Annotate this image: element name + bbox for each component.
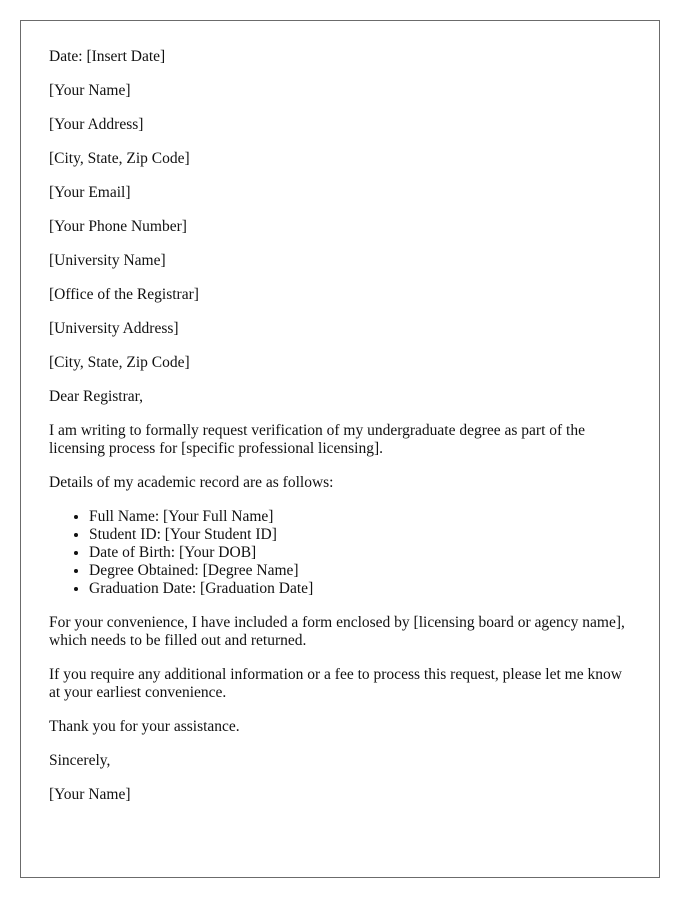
details-intro: Details of my academic record are as follows: [49, 474, 334, 491]
list-item: • Student ID: [Your Student ID] [89, 526, 631, 544]
fee-note-paragraph: If you require any additional information or a fee to process this request, please let me know at your earliest convenience. [49, 666, 622, 701]
sender-name: [Your Name] [49, 82, 131, 99]
sender-city-state-zip: [City, State, Zip Code] [49, 150, 190, 167]
list-item: • Full Name: [Your Full Name] [89, 508, 631, 526]
form-note-paragraph: For your convenience, I have included a form enclosed by [licensing board or agency name], which needs to be filled out and returned. [49, 614, 625, 649]
letter-date: Date: [Insert Date] [49, 48, 166, 65]
sender-phone: [Your Phone Number] [49, 218, 187, 235]
recipient-address: [University Address] [49, 320, 179, 337]
letter-page [20, 20, 660, 878]
recipient-office: [Office of the Registrar] [49, 286, 199, 303]
list-item: • Date of Birth: [Your DOB] [89, 544, 631, 562]
list-item: • Graduation Date: [Graduation Date] [89, 580, 631, 598]
closing-line: Sincerely, [49, 752, 111, 769]
sender-email: [Your Email] [49, 184, 131, 201]
signature-name: [Your Name] [49, 786, 131, 803]
salutation: Dear Registrar, [49, 388, 144, 405]
recipient-city-state-zip: [City, State, Zip Code] [49, 354, 190, 371]
intro-paragraph: I am writing to formally request verification of my undergraduate degree as part of the licensing process for [specific professional licensing]. [49, 422, 585, 457]
sender-address: [Your Address] [49, 116, 144, 133]
details-list [49, 508, 631, 598]
thanks-line: Thank you for your assistance. [49, 718, 240, 735]
recipient-university: [University Name] [49, 252, 166, 269]
list-item: • Degree Obtained: [Degree Name] [89, 562, 631, 580]
